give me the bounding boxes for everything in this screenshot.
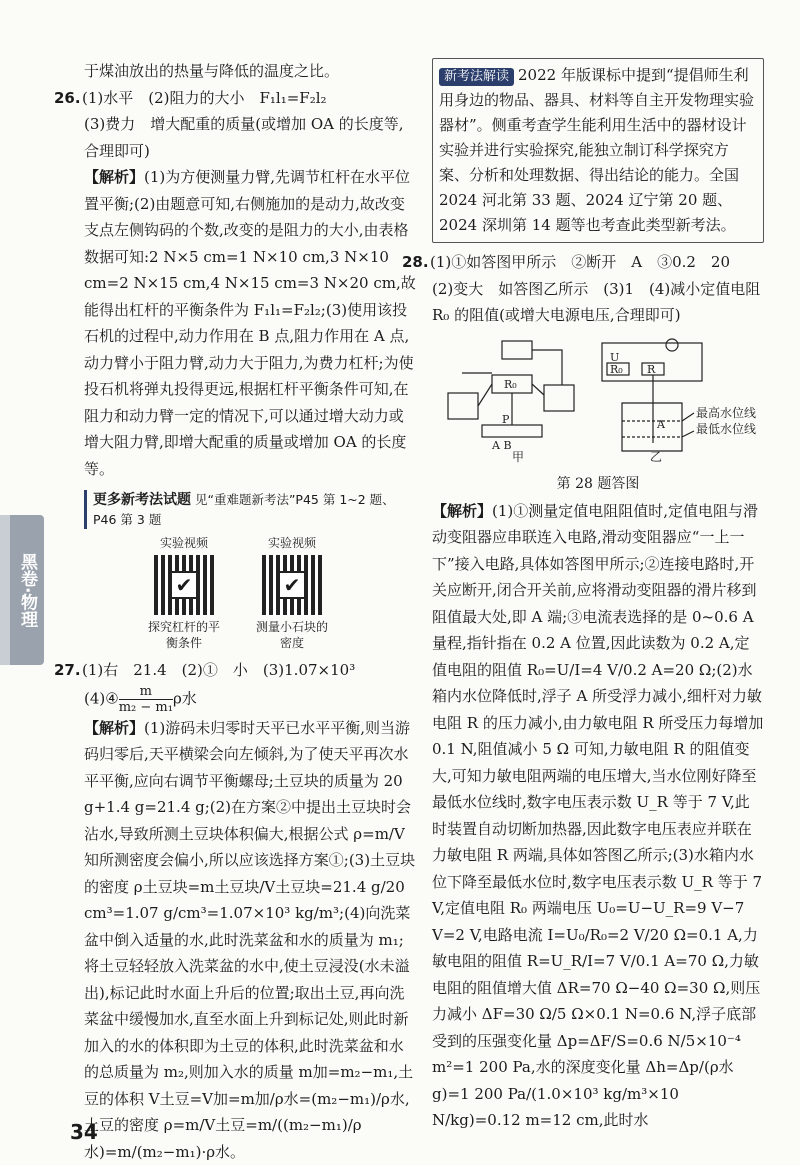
qr2-top: 实验视频 xyxy=(256,535,328,551)
left-column xyxy=(84,58,417,1165)
new-method-box xyxy=(432,58,764,243)
qr1-top: 实验视频 xyxy=(148,535,220,551)
q27-line2: (4)④ $\frac{m}{\text{m₂ − m₁}}$ ρ水 xyxy=(84,684,417,715)
battery-box xyxy=(502,341,532,359)
side-bar xyxy=(0,515,10,665)
fig-high-label: 最高水位线 xyxy=(696,405,756,420)
new-method-text: 2022 年版课标中提到“提倡师生利用身边的物品、器具、材料等自主开发物理实验器材”。侧重考查学生能利用生活中的器材设计实验并进行实验探究,能独立制订科学探究方案、分析和处理数据、得出结论的能力。全国 2024 河北第 33 题、2024 辽宁第 20 题、2024 深圳第 14 题等也考查此类型新考法。 xyxy=(439,66,754,234)
rheostat-box xyxy=(482,425,542,437)
qr2-bottom: 测量小石块的密度 xyxy=(256,619,328,651)
q28-analysis-tag: 【解析】 xyxy=(432,502,492,520)
svg-text:P: P xyxy=(502,413,510,426)
q26-analysis: 【解析】(1)为方便测量力臂,先调节杠杆在水平位置平衡;(2)由题意可知,右侧施加的是动力,故改变支点左侧钩码的个数,改变的是阻力的大小,由表格数据可知:2 N×5 cm=1 N×10 cm,3 N×10 cm=2 N×15 cm,4 N×15 cm=3 N×20 cm,故能得出杠杆的平衡条件为 F₁l₁=F₂l₂;(3)使用该投石机的过程中,动力作用在 B 点,阻力作用在 A 点,动力臂小于阻力臂,动力大于阻力,为费力杠杆;为使投石机将弹丸投得更远,根据杠杆平衡条件可知,在阻力和动力臂一定的情况下,可以通过增大动力或增大阻力臂,即增大配重的质量或增加 OA 的长度等。 xyxy=(84,164,417,482)
q28-analysis: 【解析】(1)①测量定值电阻阻值时,定值电阻与滑动变阻器应串联连入电路,滑动变阻器应“一上一下”接入电路,具体如答图甲所示;②连接电路时,开关应断开,闭合开关前,应将滑动变阻器的滑片移到阻值最大处,即 A 端;③电流表选择的是 0~0.6 A 量程,指针指在 0.2 A 位置,因此读数为 0.2 A,定值电阻的阻值 R₀=U/I=4 V/0.2 A=20 Ω;(2)水箱内水位降低时,浮子 A 所受浮力减小,细杆对力敏电阻 R 的压力减小,由力敏电阻 R 所受压力每增加 0.1 N,阻值减小 5 Ω 可知,力敏电阻 R 的阻值变大,可知力敏电阻两端的电压增大,当水位刚好降至最低水位线时,数字电压表示数 U_R 等于 7 V,此时装置自动切断加热器,因此数字电压表应并联在力敏电阻 R 两端,具体如答图乙所示;(3)水箱内水位下降至最低水位时,数字电压表示数 U_R 等于 7 V,定值电阻 R₀ 两端电压 U₀=U−U_R=9 V−7 V=2 V,电路电流 I=U₀/R₀=2 V/20 Ω=0.1 A,力敏电阻的阻值 R=U_R/I=7 V/0.1 A=70 Ω,力敏电阻的阻值增大值 ΔR=70 Ω−40 Ω=30 Ω,则压力减小 ΔF=30 Ω/5 Ω×0.1 N=0.6 N,浮子底部受到的压强变化量 Δp=ΔF/S=0.6 N/5×10⁻⁴ m²=1 200 Pa,水的深度变化量 Δh=Δp/(ρ水g)=1 200 Pa/(1.0×10³ kg/m³×10 N/kg)=0.12 m=12 cm,此时水 xyxy=(432,498,764,1134)
circuit-diagram xyxy=(432,333,764,463)
fraction: $\frac{m}{\text{m₂ − m₁}}$ xyxy=(119,684,173,715)
more-ref: 见“重难题新考法”P45 第 1~2 题、P46 第 3 题 xyxy=(93,492,395,527)
q28-line2: (2)变大 如答图乙所示 (3)1 (4)减小定值电阻 R₀ 的阻值(或增大电源电压,合理即可) xyxy=(432,276,764,329)
qr1-bottom: 探究杠杆的平衡条件 xyxy=(148,619,220,651)
voltmeter-box xyxy=(544,385,574,411)
qr-block-lever[interactable] xyxy=(148,535,220,651)
qr-block-density[interactable] xyxy=(256,535,328,651)
page-number: 34 xyxy=(70,1120,98,1144)
svg-text:A B: A B xyxy=(491,439,512,452)
q27-analysis: 【解析】(1)游码未归零时天平已水平平衡,则当游码归零后,天平横梁会向左倾斜,为了使天平再次水平平衡,应向右调节平衡螺母;土豆块的质量为 20 g+1.4 g=21.4 g;(2)在方案②中提出土豆块时会沾水,导致所测土豆块体积偏大,根据公式 ρ=m/V 知所测密度会偏小,所以应该选择方案①;(3)土豆块的密度 ρ土豆块=m土豆块/V土豆块=21.4 g/20 cm³=1.07 g/cm³=1.07×10³ kg/m³;(4)向洗菜盆中倒入适量的水,此时洗菜盆和水的质量为 m₁;将土豆轻轻放入洗菜盆的水中,使土豆浸没(水未溢出),标记此时水面上升后的位置;取出土豆,再向洗菜盆中缓慢加水,直至水面上升到标记处,则此时新加入的水的体积即为土豆的体积,此时洗菜盆和水的总质量为 m₂,则加入水的质量 m加=m₂−m₁,土豆的体积 V土豆=V加=m加/ρ水=(m₂−m₁)/ρ水,土豆的密度 ρ=m/V土豆=m/((m₂−m₁)/ρ水)=m/(m₂−m₁)·ρ水。 xyxy=(84,715,417,1165)
q26-number: 26. xyxy=(54,85,82,112)
svg-text:A: A xyxy=(656,418,666,431)
svg-text:R: R xyxy=(647,363,656,376)
qr-code-icon[interactable] xyxy=(262,555,322,615)
side-tab: 黑卷·物理 xyxy=(10,515,44,665)
q27-line1: 27.(1)右 21.4 (2)① 小 (3)1.07×10³ xyxy=(84,657,417,684)
q28-line1: 28.(1)①如答图甲所示 ②断开 A ③0.2 20 xyxy=(432,249,764,276)
q26-line1: 26.(1)水平 (2)阻力的大小 F₁l₁=F₂l₂ xyxy=(84,85,417,112)
q26-line2: (3)费力 增大配重的质量(或增加 OA 的长度等,合理即可) xyxy=(84,111,417,164)
fig-low-label: 最低水位线 xyxy=(696,421,756,436)
more-title: 更多新考法试题 xyxy=(93,492,191,508)
q27-number: 27. xyxy=(54,657,82,684)
fig-label-b: 乙 xyxy=(650,450,662,463)
more-questions xyxy=(84,490,417,529)
fig-label-a: 甲 xyxy=(512,450,524,463)
q28-number: 28. xyxy=(402,249,430,276)
svg-text:R₀: R₀ xyxy=(610,363,623,376)
svg-text:R₀: R₀ xyxy=(504,378,517,391)
right-column xyxy=(432,58,764,1134)
qr-code-icon[interactable] xyxy=(154,555,214,615)
intro-line: 于煤油放出的热量与降低的温度之比。 xyxy=(84,58,417,85)
q27-analysis-tag: 【解析】 xyxy=(84,719,144,737)
new-method-badge: 新考法解读 xyxy=(439,68,514,86)
q28-figure xyxy=(432,333,764,498)
qr-row xyxy=(148,535,417,651)
svg-text:U: U xyxy=(610,351,619,364)
fig-caption: 第 28 题答图 xyxy=(432,471,764,498)
ammeter-box xyxy=(448,393,478,419)
q26-analysis-tag: 【解析】 xyxy=(84,168,144,186)
